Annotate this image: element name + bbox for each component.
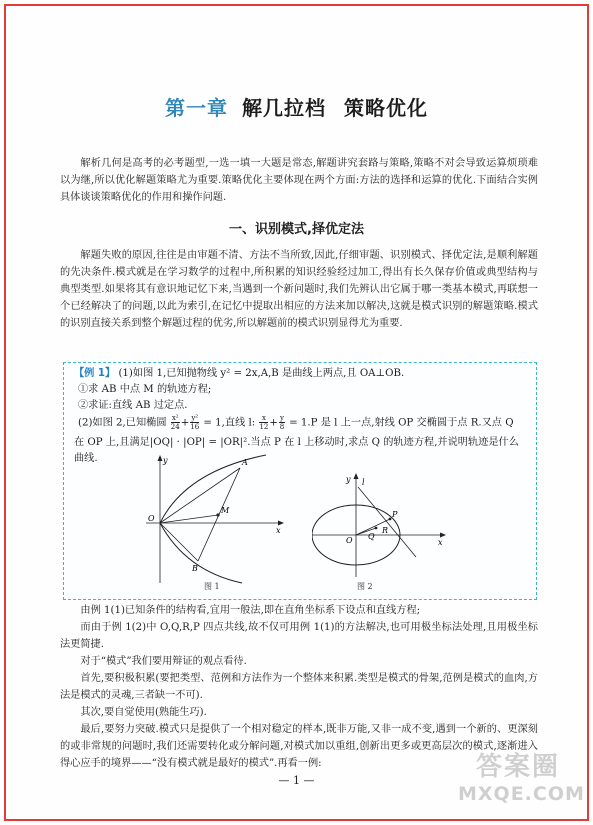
figure-1-parabola (146, 453, 286, 585)
svg-text:y: y (346, 475, 351, 484)
example-question-2: ②求证:直线 AB 过定点. (78, 400, 188, 411)
example-part2-line1: (2)如图 2,已知椭圆 $\frac{\text{x²}}{24}$ + $\frac{\text{y²}}{16}$ = 1,直线 l: $\frac{x}{12}$ + $\frac{y}{8}$ = 1.P 是 l 上一点,射线 OP 交椭圆于点 R.又点 Q (78, 414, 514, 431)
analysis-paragraph-6: 最后,要努力突破.模式只是提供了一个相对稳定的样本,既非万能,又非一成不变,遇到一个新的、更深刻的或非常规的问题时,我们还需要转化或分解问题,对模式加以重组,创新出更多或更高层次的模式,逐渐进入得心应手的境界——“没有模式就是最好的模式”.再看一例: (60, 724, 538, 769)
example-part2-line3: 曲线. (74, 453, 98, 464)
svg-text:l: l (362, 478, 365, 487)
svg-text:O: O (346, 536, 353, 545)
example-part2-line2: 在 OP 上,且满足|OQ| · |OP| = |OR|².当点 P 在 l 上移动时,求点 Q 的轨迹方程,并说明轨迹是什么 (74, 437, 519, 448)
svg-text:B: B (192, 564, 198, 573)
watermark-bottom: MXQE.COM (458, 783, 585, 805)
figure-1-caption: 图 1 (204, 582, 220, 591)
svg-text:A: A (242, 458, 248, 467)
svg-text:M: M (221, 506, 230, 515)
figure-2-ellipse (312, 473, 452, 581)
svg-text:x: x (276, 526, 281, 535)
fraction-x-12: $\frac{x}{12}$ (259, 414, 269, 431)
analysis-paragraph-4: 首先,要积极积累(要把类型、范例和方法作为一个整体来积累.类型是模式的骨架,范例是模式的血肉,方法是模式的灵魂,三者缺一不可). (60, 673, 538, 701)
fraction-y2-16: $\frac{\text{y²}}{16}$ (190, 414, 200, 431)
chapter-title-part2: 策略优化 (344, 96, 428, 120)
analysis-paragraph-5: 其次,要自觉使用(熟能生巧). (80, 707, 207, 718)
svg-text:Q: Q (368, 532, 375, 541)
example-box (63, 362, 537, 600)
svg-text:y: y (163, 456, 168, 465)
watermark-logo (458, 752, 585, 816)
example-question-1: ①求 AB 中点 M 的轨迹方程; (78, 384, 212, 395)
section-title: 一、识别模式,择优定法 (229, 222, 364, 237)
intro-paragraph: 解析几何是高考的必考题型,一选一填一大题是常态,解题讲究套路与策略,策略不对会导致运算烦琐难以为继,所以优化解题策略尤为重要.策略优化主要体现在两个方面:方法的选择和运算的优化.下面结合实例具体谈谈策略优化的作用和操作问题. (60, 158, 538, 203)
svg-text:R: R (382, 526, 389, 535)
chapter-number: 第一章 (165, 96, 228, 120)
chapter-title (0, 92, 593, 121)
analysis-paragraph-3: 对于“模式”我们要用辩证的观点看待. (80, 656, 247, 667)
example-label: 【例 1】 (74, 368, 116, 379)
example-part1: (1)如图 1,已知抛物线 y² = 2x,A,B 是曲线上两点,且 OA⊥OB. (118, 368, 405, 379)
svg-text:P: P (392, 510, 398, 519)
fraction-x2-24: $\frac{\text{x²}}{24}$ (170, 414, 180, 431)
chapter-title-part1: 解几拉档 (242, 96, 326, 120)
svg-text:x: x (438, 538, 443, 547)
example-line-1 (74, 366, 530, 381)
svg-text:O: O (148, 514, 155, 523)
analysis-paragraph-1: 由例 1(1)已知条件的结构看,宜用一般法,即在直角坐标系下设点和直线方程; (80, 605, 421, 616)
watermark-top: 答案圈 (475, 752, 560, 782)
page-number: — 1 — (278, 774, 315, 787)
section-paragraph: 解题失败的原因,往往是由审题不清、方法不当所致,因此,仔细审题、识别模式、择优定法,是顺利解题的先决条件.模式就是在学习数学的过程中,所积累的知识经验经过加工,得出有长久保存价值或典型结构与典型类型.如果将其有意识地记忆下来,当遇到一个新问题时,我们先辨认出它属于哪一类基本模式,再联想一个已经解决了的问题,以此为索引,在记忆中提取出相应的方法来加以解决,这就是模式识别的解题策略.模式的识别直接关系到整个解题过程的优劣,所以解题前的模式识别显得尤为重要. (60, 250, 538, 329)
analysis-paragraph-2: 而由于例 1(2)中 O,Q,R,P 四点共线,故不仅可用例 1(1)的方法解决,也可用极坐标法处理,且用极坐标法更简捷. (60, 622, 538, 650)
fraction-y-8: $\frac{y}{8}$ (279, 414, 285, 431)
figure-2-caption: 图 2 (357, 582, 373, 591)
